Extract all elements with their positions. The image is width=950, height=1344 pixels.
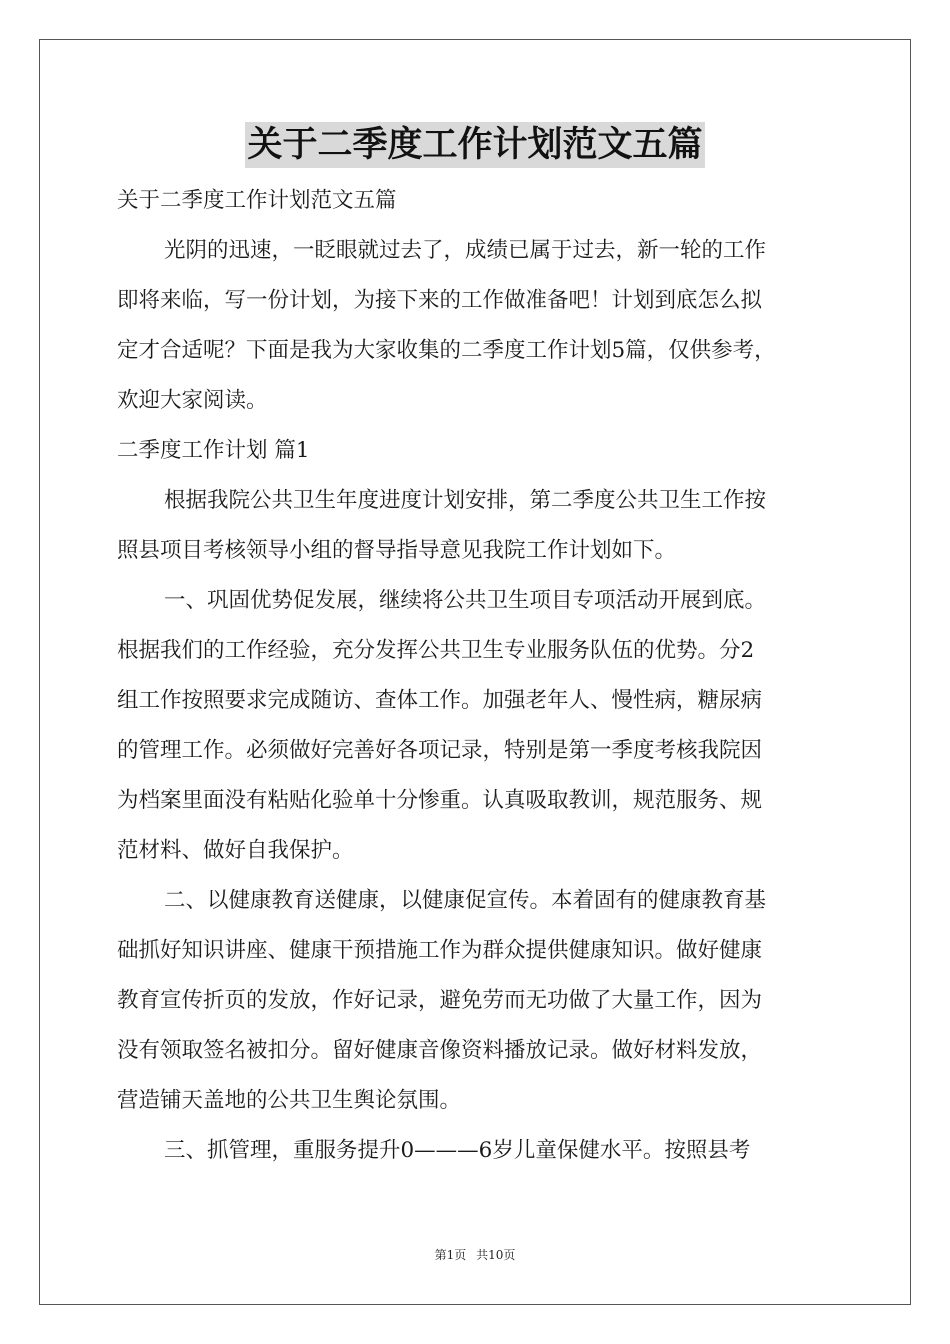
paragraph-line: 为档案里面没有粘贴化验单十分惨重。认真吸取教训，规范服务、规: [117, 788, 763, 813]
paragraph-line: 二、以健康教育送健康，以健康促宣传。本着固有的健康教育基: [164, 888, 767, 913]
paragraph-line: 三、抓管理，重服务提升0———6岁儿童保健水平。按照县考: [164, 1138, 751, 1163]
paragraph-line: 照县项目考核领导小组的督导指导意见我院工作计划如下。: [117, 538, 677, 563]
paragraph-line: 即将来临，写一份计划，为接下来的工作做准备吧！计划到底怎么拟: [117, 288, 763, 313]
paragraph-line: 一、巩固优势促发展，继续将公共卫生项目专项活动开展到底。: [164, 588, 767, 613]
paragraph-line: 营造铺天盖地的公共卫生舆论氛围。: [117, 1088, 462, 1113]
document-body: [117, 176, 837, 1176]
paragraph-line: 定才合适呢？下面是我为大家收集的二季度工作计划5篇，仅供参考，: [117, 338, 776, 363]
section-heading: 二季度工作计划 篇1: [117, 438, 310, 463]
paragraph-line: 组工作按照要求完成随访、查体工作。加强老年人、慢性病，糖尿病: [117, 688, 763, 713]
paragraph-line: 光阴的迅速，一眨眼就过去了，成绩已属于过去，新一轮的工作: [164, 238, 767, 263]
paragraph-line: 教育宣传折页的发放，作好记录，避免劳而无功做了大量工作，因为: [117, 988, 763, 1013]
subtitle-line: 关于二季度工作计划范文五篇: [117, 188, 397, 213]
paragraph-line: 础抓好知识讲座、健康干预措施工作为群众提供健康知识。做好健康: [117, 938, 763, 963]
page-total: 共10页: [476, 1248, 516, 1262]
page-footer: [0, 1246, 950, 1263]
paragraph-line: 欢迎大家阅读。: [117, 388, 268, 413]
paragraph-line: 没有领取签名被扣分。留好健康音像资料播放记录。做好材料发放，: [117, 1038, 763, 1063]
paragraph-line: 根据我们的工作经验，充分发挥公共卫生专业服务队伍的优势。分2: [117, 638, 755, 663]
paragraph-line: 范材料、做好自我保护。: [117, 838, 354, 863]
document-title: 关于二季度工作计划范文五篇: [245, 122, 704, 168]
page-number: 第1页: [434, 1248, 467, 1262]
paragraph-line: 的管理工作。必须做好完善好各项记录，特别是第一季度考核我院因: [117, 738, 763, 763]
title-container: [0, 122, 950, 168]
paragraph-line: 根据我院公共卫生年度进度计划安排，第二季度公共卫生工作按: [164, 488, 767, 513]
